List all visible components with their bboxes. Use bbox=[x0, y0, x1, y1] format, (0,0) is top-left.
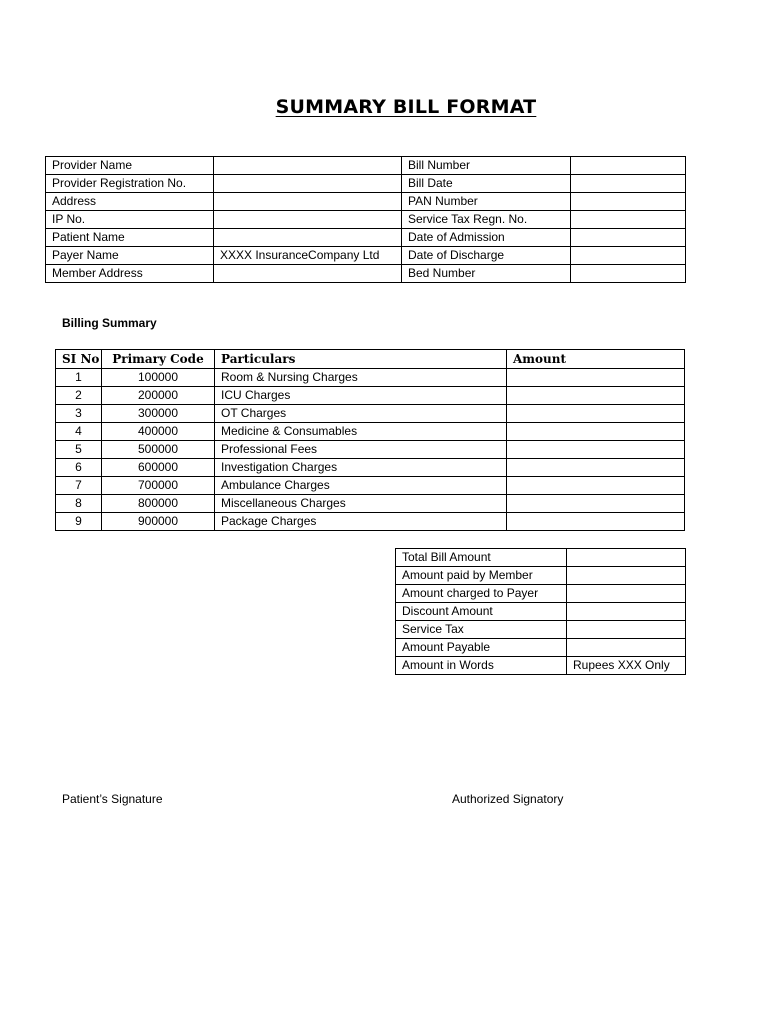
primary-code-cell: 300000 bbox=[102, 405, 215, 423]
field-label: Member Address bbox=[46, 265, 214, 283]
totals-table bbox=[395, 548, 686, 675]
particulars-cell: Room & Nursing Charges bbox=[215, 369, 507, 387]
si-no-cell: 2 bbox=[56, 387, 102, 405]
field-label: Bed Number bbox=[402, 265, 571, 283]
field-label: IP No. bbox=[46, 211, 214, 229]
field-label: Payer Name bbox=[46, 247, 214, 265]
primary-code-cell: 700000 bbox=[102, 477, 215, 495]
table-header-row bbox=[56, 350, 685, 369]
particulars-cell: Professional Fees bbox=[215, 441, 507, 459]
total-label: Discount Amount bbox=[396, 603, 567, 621]
column-header-si-no: SI No bbox=[56, 350, 102, 369]
field-label: Patient Name bbox=[46, 229, 214, 247]
total-value bbox=[567, 585, 686, 603]
amount-cell bbox=[507, 441, 685, 459]
particulars-cell: Package Charges bbox=[215, 513, 507, 531]
field-value: XXXX InsuranceCompany Ltd bbox=[214, 247, 402, 265]
table-row bbox=[56, 459, 685, 477]
table-row bbox=[396, 549, 686, 567]
table-row bbox=[56, 405, 685, 423]
field-value bbox=[214, 193, 402, 211]
total-value bbox=[567, 567, 686, 585]
table-row bbox=[56, 387, 685, 405]
billing-summary-heading: Billing Summary bbox=[62, 316, 157, 330]
field-value bbox=[571, 229, 686, 247]
field-value bbox=[214, 229, 402, 247]
table-row bbox=[396, 639, 686, 657]
column-header-primary-code: Primary Code bbox=[102, 350, 215, 369]
total-value bbox=[567, 621, 686, 639]
field-value bbox=[214, 175, 402, 193]
table-row bbox=[46, 193, 686, 211]
field-label: Bill Number bbox=[402, 157, 571, 175]
amount-cell bbox=[507, 387, 685, 405]
field-value bbox=[571, 211, 686, 229]
si-no-cell: 1 bbox=[56, 369, 102, 387]
amount-cell bbox=[507, 405, 685, 423]
total-label: Total Bill Amount bbox=[396, 549, 567, 567]
si-no-cell: 7 bbox=[56, 477, 102, 495]
table-row bbox=[46, 175, 686, 193]
total-label: Amount in Words bbox=[396, 657, 567, 675]
total-value bbox=[567, 603, 686, 621]
field-value bbox=[214, 265, 402, 283]
total-label: Amount charged to Payer bbox=[396, 585, 567, 603]
patient-signature-label: Patient’s Signature bbox=[62, 792, 163, 806]
table-row bbox=[396, 585, 686, 603]
primary-code-cell: 500000 bbox=[102, 441, 215, 459]
si-no-cell: 5 bbox=[56, 441, 102, 459]
si-no-cell: 3 bbox=[56, 405, 102, 423]
billing-summary-table bbox=[55, 349, 685, 531]
si-no-cell: 4 bbox=[56, 423, 102, 441]
primary-code-cell: 900000 bbox=[102, 513, 215, 531]
column-header-particulars: Particulars bbox=[215, 350, 507, 369]
primary-code-cell: 100000 bbox=[102, 369, 215, 387]
total-label: Service Tax bbox=[396, 621, 567, 639]
field-value bbox=[571, 247, 686, 265]
total-value bbox=[567, 639, 686, 657]
amount-cell bbox=[507, 369, 685, 387]
field-label: Date of Admission bbox=[402, 229, 571, 247]
page-title: SUMMARY BILL FORMAT bbox=[275, 96, 537, 118]
table-row bbox=[56, 423, 685, 441]
table-row bbox=[46, 211, 686, 229]
total-label: Amount paid by Member bbox=[396, 567, 567, 585]
particulars-cell: OT Charges bbox=[215, 405, 507, 423]
table-row bbox=[56, 513, 685, 531]
field-value bbox=[214, 157, 402, 175]
field-label: Provider Registration No. bbox=[46, 175, 214, 193]
field-label: PAN Number bbox=[402, 193, 571, 211]
field-label: Service Tax Regn. No. bbox=[402, 211, 571, 229]
particulars-cell: Medicine & Consumables bbox=[215, 423, 507, 441]
total-label: Amount Payable bbox=[396, 639, 567, 657]
si-no-cell: 6 bbox=[56, 459, 102, 477]
field-value bbox=[571, 175, 686, 193]
table-row bbox=[56, 441, 685, 459]
field-value bbox=[214, 211, 402, 229]
authorized-signatory-label: Authorized Signatory bbox=[452, 792, 564, 806]
field-label: Address bbox=[46, 193, 214, 211]
field-label: Date of Discharge bbox=[402, 247, 571, 265]
table-row bbox=[396, 603, 686, 621]
field-value bbox=[571, 193, 686, 211]
field-value bbox=[571, 265, 686, 283]
amount-cell bbox=[507, 423, 685, 441]
table-row bbox=[56, 495, 685, 513]
primary-code-cell: 800000 bbox=[102, 495, 215, 513]
particulars-cell: Ambulance Charges bbox=[215, 477, 507, 495]
field-label: Provider Name bbox=[46, 157, 214, 175]
particulars-cell: Miscellaneous Charges bbox=[215, 495, 507, 513]
si-no-cell: 8 bbox=[56, 495, 102, 513]
table-row bbox=[46, 265, 686, 283]
primary-code-cell: 600000 bbox=[102, 459, 215, 477]
particulars-cell: Investigation Charges bbox=[215, 459, 507, 477]
table-row bbox=[46, 229, 686, 247]
table-row bbox=[46, 157, 686, 175]
column-header-amount: Amount bbox=[507, 350, 685, 369]
total-value: Rupees XXX Only bbox=[567, 657, 686, 675]
amount-cell bbox=[507, 513, 685, 531]
table-row bbox=[46, 247, 686, 265]
primary-code-cell: 400000 bbox=[102, 423, 215, 441]
primary-code-cell: 200000 bbox=[102, 387, 215, 405]
provider-info-table bbox=[45, 156, 686, 283]
table-row bbox=[396, 621, 686, 639]
table-row bbox=[56, 369, 685, 387]
amount-cell bbox=[507, 477, 685, 495]
amount-cell bbox=[507, 459, 685, 477]
field-label: Bill Date bbox=[402, 175, 571, 193]
amount-cell bbox=[507, 495, 685, 513]
total-value bbox=[567, 549, 686, 567]
table-row bbox=[396, 657, 686, 675]
field-value bbox=[571, 157, 686, 175]
table-row bbox=[396, 567, 686, 585]
particulars-cell: ICU Charges bbox=[215, 387, 507, 405]
table-row bbox=[56, 477, 685, 495]
si-no-cell: 9 bbox=[56, 513, 102, 531]
